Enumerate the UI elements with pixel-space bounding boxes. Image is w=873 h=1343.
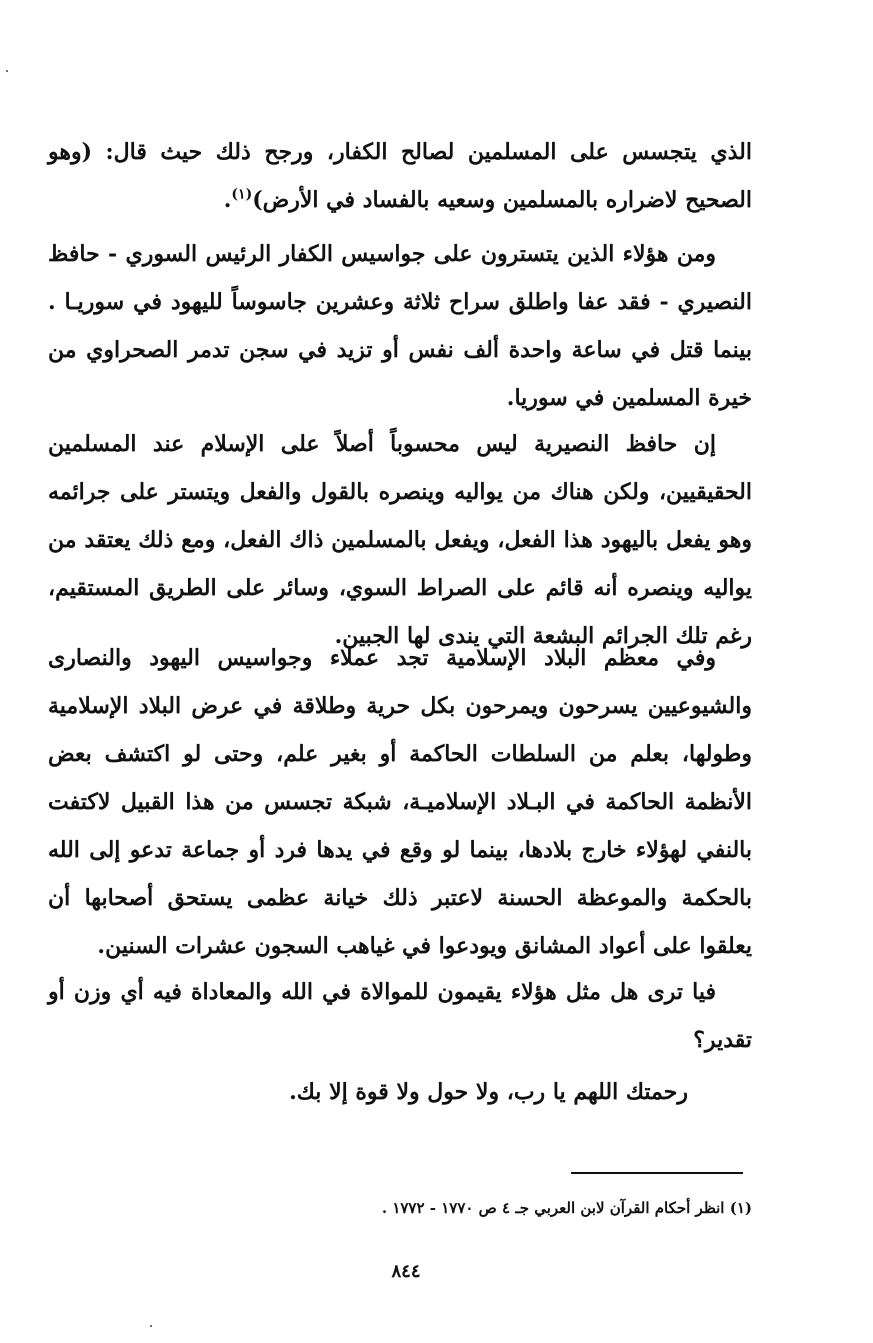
paragraph-6-closing: رحمتك اللهم يا رب، ولا حول ولا قوة إلا بك. (289, 1079, 688, 1105)
scan-speck (150, 1325, 152, 1327)
footnote-reference: (١) (231, 186, 253, 203)
paragraph-5: فيا ترى هل مثل هؤلاء يقيمون للموالاة في الله والمعاداة فيه أي وزن أو تقدير؟ (48, 979, 752, 1053)
page-number: ٨٤٤ (391, 1261, 421, 1282)
paragraph-4: وفي معظم البلاد الإسلامية تجد عملاء وجواسيس اليهود والنصارى والشيوعيين يسرحون ويمرحون بكل حرية وطلاقة في عرض البلاد الإسلامية وطولها، بعلم من السلطات الحاكمة أو بغير علم، وحتى لو اكتشف بعض الأنظمة الحاكمة في البـلاد الإسلاميـة، شبكة تجسس من هذا القبيل لاكتفت بالنفي لهؤلاء خارج بلادها، بينما لو وقع في يدها فرد أو جماعة تدعو إلى الله بالحكمة والموعظة الحسنة لاعتبر ذلك خيانة عظمى يستحق أصحابها أن يعلقوا على أعواد المشانق ويودعوا في غياهب السجون عشرات السنين. (48, 645, 752, 959)
paragraph-1-text: الذي يتجسس على المسلمين لصالح الكفار، ورجح ذلك حيث قال: (وهو الصحيح لاضراره بالمسلمين وسعيه بالفساد في الأرض) (48, 139, 752, 213)
paragraph-1-ending: . (223, 187, 232, 213)
footnote (48, 1194, 752, 1222)
scan-speck (6, 70, 8, 72)
paragraph-1 (48, 128, 752, 224)
paragraph-2: ومن هؤلاء الذين يتسترون على جواسيس الكفار الرئيس السوري - حافظ النصيري - فقد عفا واطلق سراح ثلاثة وعشرين جاسوساً لليهود في سوريـا . بينما قتل في ساعة واحدة ألف نفس أو تزيد في سجن تدمر الصحراوي من خيرة المسلمين في سوريا. (48, 241, 752, 411)
footnote-separator (571, 1172, 743, 1174)
paragraph-3: إن حافظ النصيرية ليس محسوباً أصلاً على الإسلام عند المسلمين الحقيقيين، ولكن هناك من يواليه وينصره بالقول والفعل ويتستر على جرائمه وهو يفعل باليهود هذا الفعل، ويفعل بالمسلمين ذاك الفعل، ومع ذلك يعتقد من يواليه وينصره أنه قائم على الصراط السوي، وسائر على الطريق المستقيم، رغم تلك الجرائم البشعة التي يندى لها الجبين. (48, 431, 752, 649)
footnote-text: انظر أحكام القرآن لابن العربي جـ ٤ ص ١٧٧٠ - ١٧٧٢ . (381, 1199, 725, 1217)
footnote-marker: (١) (729, 1199, 752, 1217)
